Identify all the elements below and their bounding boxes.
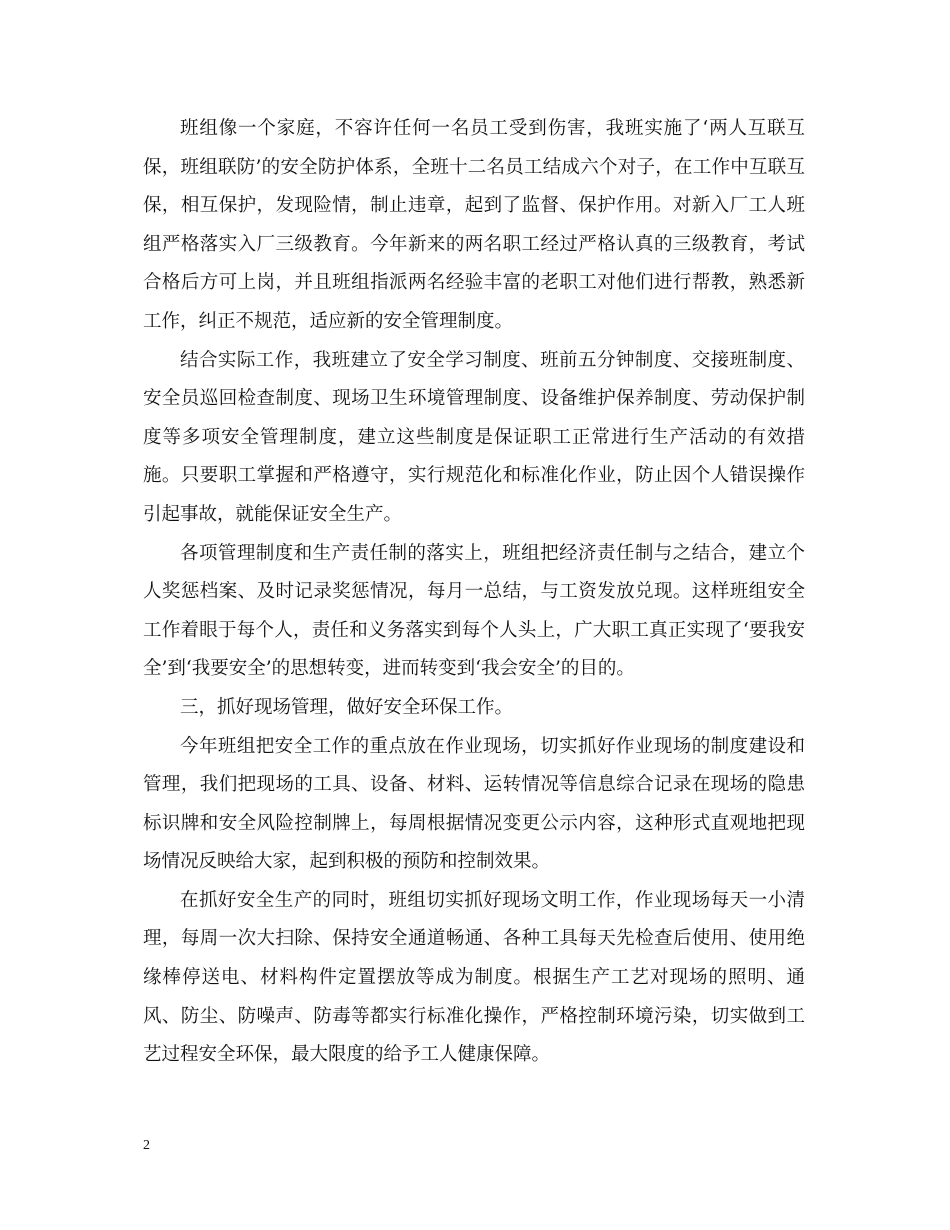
- paragraph-site-work: 今年班组把安全工作的重点放在作业现场，切实抓好作业现场的制度建设和管理，我们把现场的工具、设备、材料、运转情况等信息综合记录在现场的隐患标识牌和安全风险控制牌上，每周根据情况变更公示内容，这种形式直观地把现场情况反映给大家，起到积极的预防和控制效果。: [143, 735, 805, 873]
- paragraph-civilized-work: 在抓好安全生产的同时，班组切实抓好现场文明工作，作业现场每天一小清理，每周一次大扫除、保持安全通道畅通、各种工具每天先检查后使用、使用绝缘棒停送电、材料构件定置摆放等成为制度。根据生产工艺对现场的照明、通风、防尘、防噪声、防毒等都实行标准化操作，严格控制环境污染，切实做到工艺过程安全环保，最大限度的给予工人健康保障。: [143, 889, 805, 1066]
- paragraph-responsibility: 各项管理制度和生产责任制的落实上，班组把经济责任制与之结合，建立个人奖惩档案、及时记录奖惩情况，每月一总结，与工资发放兑现。这样班组安全工作着眼于每个人，责任和义务落实到每个人头上，广大职工真正实现了‘要我安全’到‘我要安全’的思想转变，进而转变到‘我会安全’的目的。: [143, 542, 805, 680]
- page-number: 2: [143, 1138, 150, 1153]
- paragraph-safety-rules: 结合实际工作，我班建立了安全学习制度、班前五分钟制度、交接班制度、安全员巡回检查制度、现场卫生环境管理制度、设备维护保养制度、劳动保护制度等多项安全管理制度，建立这些制度是保证职工正常进行生产活动的有效措施。只要职工掌握和严格遵守，实行规范化和标准化作业，防止因个人错误操作引起事故，就能保证安全生产。: [143, 349, 805, 525]
- section-heading-site-management: 三，抓好现场管理，做好安全环保工作。: [180, 696, 514, 718]
- document-body: [143, 110, 805, 1075]
- paragraph-team-safety-system: 班组像一个家庭，不容许任何一名员工受到伤害，我班实施了‘两人互联互保，班组联防’的安全防护体系，全班十二名员工结成六个对子，在工作中互联互保，相互保护，发现险情，制止违章，起到了监督、保护作用。对新入厂工人班组严格落实入厂三级教育。今年新来的两名职工经过严格认真的三级教育，考试合格后方可上岗，并且班组指派两名经验丰富的老职工对他们进行帮教，熟悉新工作，纠正不规范，适应新的安全管理制度。: [143, 118, 805, 332]
